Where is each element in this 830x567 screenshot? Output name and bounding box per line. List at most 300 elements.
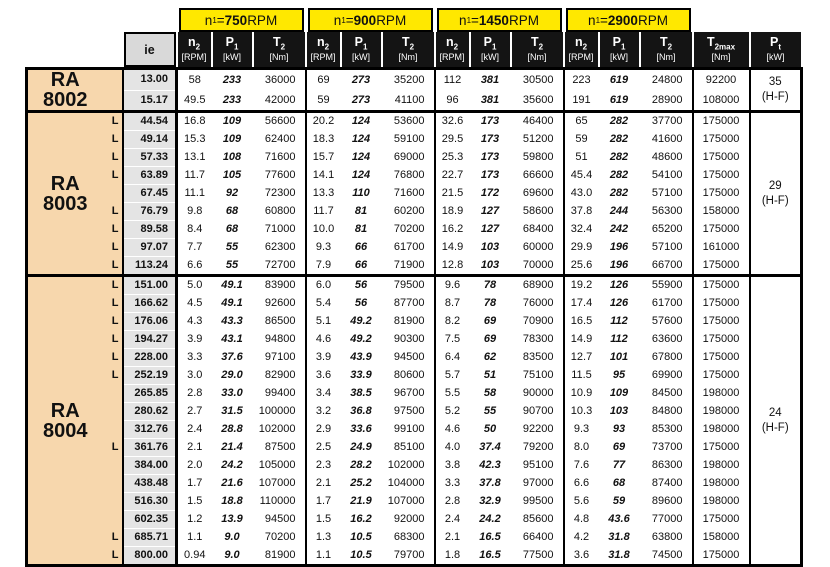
t2-value: 54100	[640, 167, 693, 185]
n2-value: 191	[564, 90, 599, 112]
p1-value: 33.6	[341, 421, 382, 439]
n2-value: 4.0	[435, 439, 470, 457]
ie-cell: 63.89	[123, 167, 177, 185]
t2-value: 104000	[382, 475, 435, 493]
n2-value: 3.2	[306, 403, 341, 421]
p1-value: 38.5	[341, 385, 382, 403]
n2-value: 18.3	[306, 131, 341, 149]
n2-value: 10.9	[564, 385, 599, 403]
t2-value: 79200	[511, 439, 564, 457]
table-row	[27, 90, 802, 112]
t2-value: 30500	[511, 69, 564, 91]
n2-value: 25.3	[435, 149, 470, 167]
n2-value: 65	[564, 112, 599, 131]
t2-value: 81900	[253, 547, 306, 566]
t2-value: 68400	[511, 221, 564, 239]
p1-value: 62	[470, 349, 511, 367]
t2-value: 85100	[382, 439, 435, 457]
p1-value: 49.2	[341, 313, 382, 331]
p1-value: 173	[470, 149, 511, 167]
p1-value: 81	[341, 203, 382, 221]
t2-value: 82900	[253, 367, 306, 385]
t2max-value: 175000	[693, 439, 750, 457]
n2-value: 69	[306, 69, 341, 91]
t2-value: 78300	[511, 331, 564, 349]
t2max-value: 198000	[693, 457, 750, 475]
ie-cell: 800.00	[123, 547, 177, 566]
n2-value: 43.0	[564, 185, 599, 203]
table-header	[27, 8, 802, 69]
t2-value: 102000	[382, 457, 435, 475]
l-marker	[103, 185, 123, 203]
pt-value: 29 (H-F)	[750, 112, 802, 276]
p1-value: 126	[599, 295, 640, 313]
n2-value: 18.9	[435, 203, 470, 221]
p1-value: 37.4	[470, 439, 511, 457]
t2-value: 57600	[640, 313, 693, 331]
t2-value: 94800	[253, 331, 306, 349]
model-cell: RA 8004	[27, 276, 103, 566]
table-row	[27, 511, 802, 529]
p1-value: 37.6	[212, 349, 253, 367]
n2-value: 9.3	[564, 421, 599, 439]
n2-value: 5.5	[435, 385, 470, 403]
t2-value: 57100	[640, 185, 693, 203]
t2max-value: 198000	[693, 493, 750, 511]
p1-value: 56	[341, 276, 382, 295]
t2-value: 72700	[253, 257, 306, 276]
ie-cell: 151.00	[123, 276, 177, 295]
p1-value: 16.5	[470, 547, 511, 566]
p1-value: 173	[470, 112, 511, 131]
t2-value: 94500	[382, 349, 435, 367]
ie-cell: 265.85	[123, 385, 177, 403]
n2-value: 7.9	[306, 257, 341, 276]
t2-value: 53600	[382, 112, 435, 131]
table-row	[27, 295, 802, 313]
n2-value: 2.8	[177, 385, 212, 403]
t2-value: 71900	[382, 257, 435, 276]
speed-band-900: n 1 = 900 RPM	[308, 8, 433, 32]
n2-value: 1.8	[435, 547, 470, 566]
l-marker	[103, 69, 123, 91]
ie-cell: 97.07	[123, 239, 177, 257]
n2-value: 9.3	[306, 239, 341, 257]
p1-value: 68	[212, 221, 253, 239]
p1-value: 196	[599, 239, 640, 257]
t2-value: 87400	[640, 475, 693, 493]
n2-value: 3.9	[177, 331, 212, 349]
p1-value: 282	[599, 185, 640, 203]
t2-value: 77500	[511, 547, 564, 566]
n2-value: 1.2	[177, 511, 212, 529]
n2-value: 3.4	[306, 385, 341, 403]
t2-value: 46400	[511, 112, 564, 131]
header-spacer-left	[27, 8, 177, 32]
n2-value: 3.0	[177, 367, 212, 385]
p1-value: 21.4	[212, 439, 253, 457]
t2-value: 63800	[640, 529, 693, 547]
t2-value: 61700	[640, 295, 693, 313]
t2-value: 58600	[511, 203, 564, 221]
t2-value: 71600	[382, 185, 435, 203]
n2-value: 6.0	[306, 276, 341, 295]
n2-value: 15.7	[306, 149, 341, 167]
table-row	[27, 203, 802, 221]
p1-value: 619	[599, 90, 640, 112]
p1-value: 81	[341, 221, 382, 239]
t2max-value: 175000	[693, 131, 750, 149]
t2-value: 87700	[382, 295, 435, 313]
p1-value: 9.0	[212, 547, 253, 566]
n2-value: 2.4	[435, 511, 470, 529]
n2-value: 45.4	[564, 167, 599, 185]
n2-value: 14.1	[306, 167, 341, 185]
pt-value: 24 (H-F)	[750, 276, 802, 566]
p1-value: 78	[470, 295, 511, 313]
t2-value: 51200	[511, 131, 564, 149]
p1-value: 10.5	[341, 547, 382, 566]
p1-value: 42.3	[470, 457, 511, 475]
l-marker: L	[103, 203, 123, 221]
table-row	[27, 112, 802, 131]
p1-value: 59	[599, 493, 640, 511]
n2-value: 2.1	[177, 439, 212, 457]
n2-column-header-900: $n_2$ [RPM]	[307, 32, 340, 67]
n2-value: 12.8	[435, 257, 470, 276]
n2-value: 112	[435, 69, 470, 91]
table-row	[27, 257, 802, 276]
pt-column-header: $P_t$ [kW]	[751, 32, 801, 67]
t2-value: 72300	[253, 185, 306, 203]
p1-value: 101	[599, 349, 640, 367]
t2-value: 66700	[640, 257, 693, 276]
t2-value: 95100	[511, 457, 564, 475]
t2-value: 41100	[382, 90, 435, 112]
table-row	[27, 131, 802, 149]
p1-column-header-900: $P_1$ [kW]	[342, 32, 381, 67]
header-spacer-right	[693, 8, 802, 32]
l-marker	[103, 90, 123, 112]
t2-value: 107000	[382, 493, 435, 511]
p1-value: 282	[599, 149, 640, 167]
p1-value: 68	[599, 475, 640, 493]
t2-value: 71000	[253, 221, 306, 239]
table-row	[27, 276, 802, 295]
n2-value: 96	[435, 90, 470, 112]
n2-value: 4.6	[435, 421, 470, 439]
p1-value: 233	[212, 69, 253, 91]
speed-header-cell	[435, 8, 564, 32]
l-marker: L	[103, 167, 123, 185]
table-row	[27, 221, 802, 239]
p1-value: 109	[212, 131, 253, 149]
p1-value: 273	[341, 69, 382, 91]
n2-value: 5.1	[306, 313, 341, 331]
p1-value: 49.1	[212, 276, 253, 295]
t2-value: 80600	[382, 367, 435, 385]
p1-value: 112	[599, 313, 640, 331]
l-marker: L	[103, 313, 123, 331]
ie-cell: 67.45	[123, 185, 177, 203]
n2-value: 20.2	[306, 112, 341, 131]
t2-value: 96700	[382, 385, 435, 403]
ie-cell: 44.54	[123, 112, 177, 131]
n2-value: 2.4	[177, 421, 212, 439]
n2-value: 8.2	[435, 313, 470, 331]
p1-value: 24.9	[341, 439, 382, 457]
p1-column-header-750: $P_1$ [kW]	[213, 32, 252, 67]
n2-value: 1.1	[177, 529, 212, 547]
p1-value: 13.9	[212, 511, 253, 529]
t2-value: 68300	[382, 529, 435, 547]
t2-value: 76800	[382, 167, 435, 185]
p1-value: 32.9	[470, 493, 511, 511]
n2-value: 3.3	[177, 349, 212, 367]
n2-value: 22.7	[435, 167, 470, 185]
t2-value: 69000	[382, 149, 435, 167]
t2-value: 84800	[640, 403, 693, 421]
l-marker: L	[103, 529, 123, 547]
p1-value: 55	[212, 239, 253, 257]
l-marker: L	[103, 295, 123, 313]
ie-cell: 49.14	[123, 131, 177, 149]
t2max-value: 175000	[693, 349, 750, 367]
n2-value: 13.1	[177, 149, 212, 167]
n2-value: 0.94	[177, 547, 212, 566]
table-row	[27, 439, 802, 457]
n2-value: 25.6	[564, 257, 599, 276]
p1-value: 31.8	[599, 547, 640, 566]
p1-value: 619	[599, 69, 640, 91]
n2-value: 3.6	[564, 547, 599, 566]
n2-value: 8.7	[435, 295, 470, 313]
n2-value: 9.6	[435, 276, 470, 295]
n2-value: 59	[564, 131, 599, 149]
n2-value: 6.6	[177, 257, 212, 276]
n2-value: 8.0	[564, 439, 599, 457]
n2-value: 11.7	[177, 167, 212, 185]
ie-cell: 252.19	[123, 367, 177, 385]
p1-value: 29.0	[212, 367, 253, 385]
table-row	[27, 313, 802, 331]
l-marker	[103, 511, 123, 529]
p1-value: 381	[470, 69, 511, 91]
n2-value: 1.5	[306, 511, 341, 529]
t2-value: 35600	[511, 90, 564, 112]
p1-value: 33.0	[212, 385, 253, 403]
p1-value: 95	[599, 367, 640, 385]
t2-value: 77600	[253, 167, 306, 185]
t2max-value: 175000	[693, 221, 750, 239]
ie-cell: 685.71	[123, 529, 177, 547]
model-cell: RA 8002	[27, 69, 103, 112]
n2-value: 7.6	[564, 457, 599, 475]
speed-band-750: n 1 = 750 RPM	[179, 8, 304, 32]
p1-value: 33.9	[341, 367, 382, 385]
t2max-value: 175000	[693, 112, 750, 131]
t2-value: 89600	[640, 493, 693, 511]
t2-value: 87500	[253, 439, 306, 457]
t2-value: 59100	[382, 131, 435, 149]
t2max-value: 175000	[693, 295, 750, 313]
table-row	[27, 149, 802, 167]
t2max-value: 92200	[693, 69, 750, 91]
t2-value: 63600	[640, 331, 693, 349]
l-marker: L	[103, 331, 123, 349]
t2max-value: 175000	[693, 313, 750, 331]
t2max-value: 198000	[693, 403, 750, 421]
n2-value: 10.0	[306, 221, 341, 239]
t2-column-header-750: $T_2$ [Nm]	[254, 32, 305, 67]
l-marker: L	[103, 131, 123, 149]
l-marker: L	[103, 367, 123, 385]
t2-value: 69600	[511, 185, 564, 203]
t2-value: 83900	[253, 276, 306, 295]
n2-value: 3.6	[306, 367, 341, 385]
t2-value: 70200	[253, 529, 306, 547]
n2-value: 1.7	[177, 475, 212, 493]
t2-value: 35200	[382, 69, 435, 91]
n2-value: 2.0	[177, 457, 212, 475]
p1-value: 43.9	[341, 349, 382, 367]
p1-value: 126	[599, 276, 640, 295]
n2-value: 15.3	[177, 131, 212, 149]
p1-value: 173	[470, 131, 511, 149]
t2-value: 92000	[382, 511, 435, 529]
t2-value: 76000	[511, 295, 564, 313]
t2-value: 36000	[253, 69, 306, 91]
p1-value: 103	[599, 403, 640, 421]
t2-value: 60200	[382, 203, 435, 221]
t2max-value: 175000	[693, 511, 750, 529]
t2-value: 65200	[640, 221, 693, 239]
p1-value: 109	[599, 385, 640, 403]
p1-value: 43.6	[599, 511, 640, 529]
t2-column-header-2900: $T_2$ [Nm]	[641, 32, 692, 67]
column-header-row	[27, 32, 802, 69]
n2-value: 3.8	[435, 457, 470, 475]
p1-value: 16.5	[470, 529, 511, 547]
t2-value: 99400	[253, 385, 306, 403]
t2-value: 56600	[253, 112, 306, 131]
p1-value: 43.1	[212, 331, 253, 349]
l-marker: L	[103, 439, 123, 457]
p1-value: 49.2	[341, 331, 382, 349]
p1-value: 282	[599, 112, 640, 131]
n2-value: 14.9	[564, 331, 599, 349]
p1-value: 112	[599, 331, 640, 349]
p1-column-header-1450: $P_1$ [kW]	[471, 32, 510, 67]
speed-header-cell	[564, 8, 693, 32]
p1-value: 18.8	[212, 493, 253, 511]
table-body	[27, 69, 802, 566]
t2-value: 62400	[253, 131, 306, 149]
l-marker	[103, 385, 123, 403]
p1-value: 69	[470, 331, 511, 349]
n2-value: 1.3	[306, 529, 341, 547]
ie-cell: 113.24	[123, 257, 177, 276]
table-row	[27, 69, 802, 91]
p1-value: 105	[212, 167, 253, 185]
t2-value: 97000	[511, 475, 564, 493]
n2-value: 11.1	[177, 185, 212, 203]
ie-cell: 516.30	[123, 493, 177, 511]
table-row	[27, 475, 802, 493]
t2-value: 73700	[640, 439, 693, 457]
n2-value: 5.0	[177, 276, 212, 295]
n2-value: 5.7	[435, 367, 470, 385]
t2max-value: 175000	[693, 167, 750, 185]
t2-value: 71600	[253, 149, 306, 167]
n2-value: 59	[306, 90, 341, 112]
table-row	[27, 457, 802, 475]
p1-value: 124	[341, 131, 382, 149]
n2-value: 4.5	[177, 295, 212, 313]
model-cell: RA 8003	[27, 112, 103, 276]
p1-column-header-2900: $P_1$ [kW]	[600, 32, 639, 67]
t2-value: 70000	[511, 257, 564, 276]
l-marker: L	[103, 112, 123, 131]
ie-cell: 194.27	[123, 331, 177, 349]
n2-column-header-2900: $n_2$ [RPM]	[565, 32, 598, 67]
p1-value: 242	[599, 221, 640, 239]
n2-column-header-750: $n_2$ [RPM]	[178, 32, 211, 67]
p1-value: 56	[341, 295, 382, 313]
n2-value: 1.7	[306, 493, 341, 511]
n2-value: 11.5	[564, 367, 599, 385]
table-row	[27, 239, 802, 257]
ie-cell: 384.00	[123, 457, 177, 475]
p1-value: 55	[212, 257, 253, 276]
n2-value: 16.8	[177, 112, 212, 131]
p1-value: 43.3	[212, 313, 253, 331]
l-marker: L	[103, 149, 123, 167]
p1-value: 49.1	[212, 295, 253, 313]
t2-value: 61700	[382, 239, 435, 257]
n2-value: 8.4	[177, 221, 212, 239]
ie-cell: 361.76	[123, 439, 177, 457]
n2-value: 2.3	[306, 457, 341, 475]
t2-value: 66600	[511, 167, 564, 185]
t2-value: 81900	[382, 313, 435, 331]
n2-value: 2.7	[177, 403, 212, 421]
table-row	[27, 421, 802, 439]
t2max-value: 158000	[693, 529, 750, 547]
table-row	[27, 185, 802, 203]
header-spacer-model	[27, 32, 123, 69]
p1-value: 55	[470, 403, 511, 421]
speed-header-cell	[306, 8, 435, 32]
p1-value: 127	[470, 203, 511, 221]
table-row	[27, 167, 802, 185]
p1-value: 282	[599, 167, 640, 185]
t2max-value: 175000	[693, 367, 750, 385]
p1-value: 103	[470, 239, 511, 257]
n2-value: 6.4	[435, 349, 470, 367]
t2-value: 85300	[640, 421, 693, 439]
p1-value: 25.2	[341, 475, 382, 493]
n2-value: 51	[564, 149, 599, 167]
p1-value: 110	[341, 185, 382, 203]
p1-value: 66	[341, 257, 382, 276]
t2-value: 24800	[640, 69, 693, 91]
p1-value: 93	[599, 421, 640, 439]
t2-value: 77000	[640, 511, 693, 529]
n2-value: 4.3	[177, 313, 212, 331]
n2-value: 4.2	[564, 529, 599, 547]
p1-value: 28.2	[341, 457, 382, 475]
